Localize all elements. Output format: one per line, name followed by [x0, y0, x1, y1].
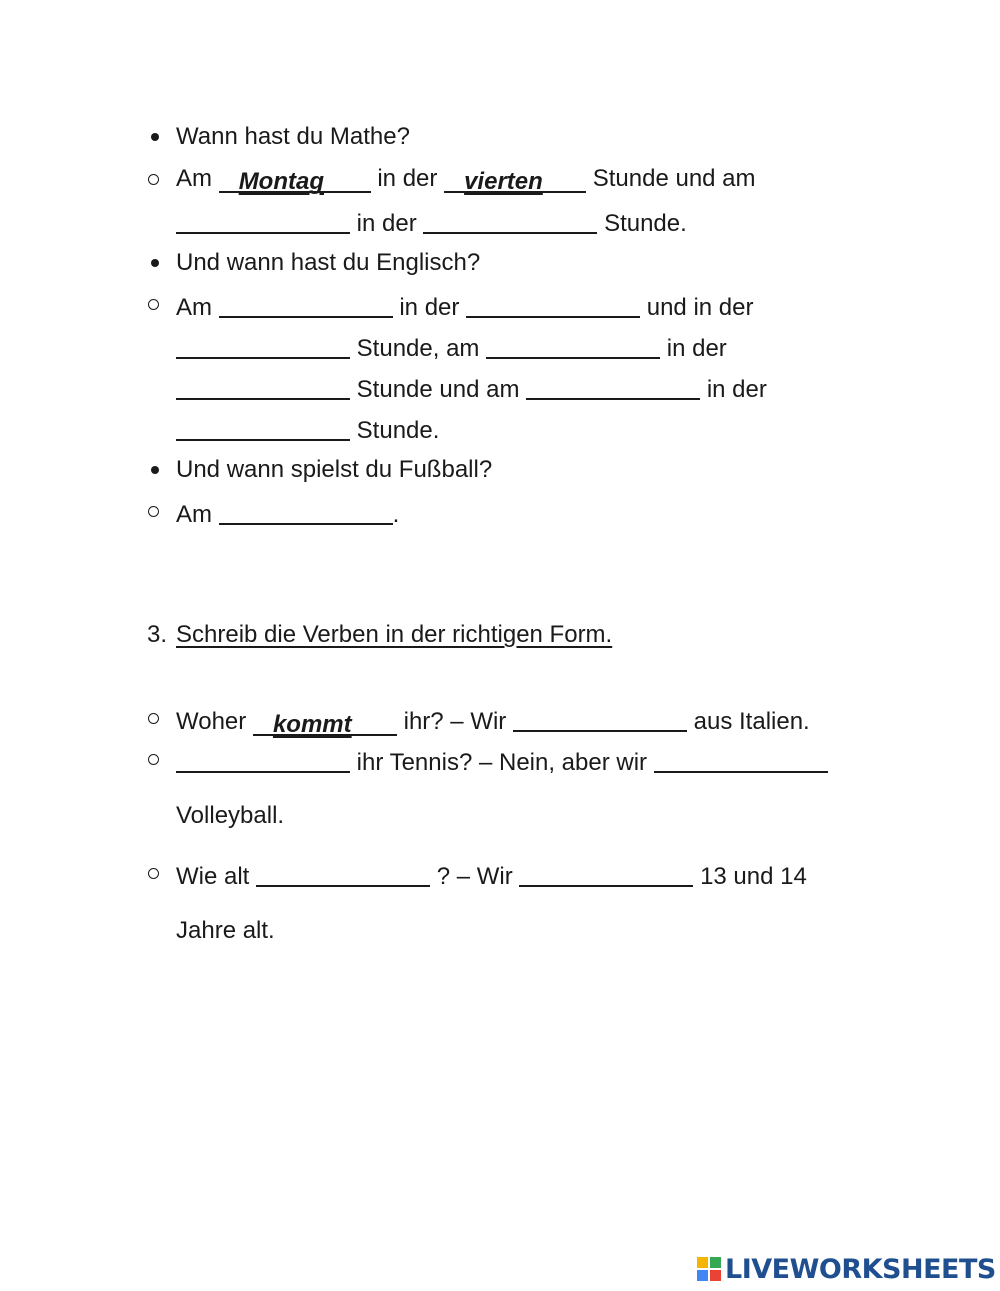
- bullet-dot-icon: [151, 133, 159, 141]
- logo-block: [697, 1257, 708, 1268]
- answer-field-day[interactable]: [219, 167, 371, 193]
- bullet-dot-icon: [151, 466, 159, 474]
- logo-block: [697, 1270, 708, 1281]
- label-text: Am: [176, 501, 212, 528]
- sentence-wie-alt-cont: Jahre alt.: [176, 917, 275, 944]
- blank-input[interactable]: [654, 747, 828, 773]
- label-text: in der: [399, 294, 460, 321]
- logo-text: LIVEWORKSHEETS: [725, 1253, 996, 1285]
- label-text: Stunde und am: [356, 376, 520, 403]
- answer-englisch-line-4: [176, 412, 439, 446]
- circle-bullet-icon: [148, 506, 159, 517]
- label-text: Stunde.: [356, 417, 440, 444]
- answer-mathe-line-1: [176, 164, 756, 194]
- label-text: 13 und 14: [700, 863, 807, 890]
- blank-input[interactable]: [176, 415, 350, 441]
- label-text: .: [392, 501, 400, 528]
- logo-block: [710, 1257, 721, 1268]
- blank-input[interactable]: [176, 747, 350, 773]
- sentence-woher: [176, 703, 810, 737]
- section-title: Schreib die Verben in der richtigen Form.: [176, 621, 613, 648]
- label-text: Stunde, am: [356, 335, 480, 362]
- answer-field-verb[interactable]: [253, 710, 397, 736]
- sentence-tennis-cont: Volleyball.: [176, 802, 285, 829]
- blank-input[interactable]: [513, 706, 687, 732]
- answer-day-value: Montag: [238, 168, 324, 195]
- circle-bullet-icon: [148, 713, 159, 724]
- blank-input[interactable]: [526, 374, 700, 400]
- label-text: in der: [706, 376, 767, 403]
- label-text: Stunde.: [604, 210, 687, 237]
- liveworksheets-logo: [697, 1254, 996, 1284]
- circle-bullet-icon: [148, 868, 159, 879]
- label-text: aus Italien.: [693, 708, 810, 735]
- answer-englisch-line-3: [176, 371, 767, 405]
- circle-bullet-icon: [148, 174, 159, 185]
- label-text: ihr Tennis? – Nein, aber wir: [356, 749, 648, 776]
- bullet-dot-icon: [151, 259, 159, 267]
- label-text: Stunde und am: [592, 165, 756, 192]
- blank-input[interactable]: [466, 292, 640, 318]
- blank-input[interactable]: [176, 374, 350, 400]
- question-englisch: Und wann hast du Englisch?: [176, 249, 481, 276]
- question-fussball: Und wann spielst du Fußball?: [176, 456, 493, 483]
- label-text: Wie alt: [176, 863, 250, 890]
- label-text: in der: [377, 165, 438, 192]
- blank-input[interactable]: [256, 861, 430, 887]
- label-text: in der: [666, 335, 727, 362]
- label-text: und in der: [646, 294, 754, 321]
- label-text: Woher: [176, 708, 247, 735]
- label-text: ? – Wir: [436, 863, 513, 890]
- label-text: Am: [176, 165, 212, 192]
- blank-input[interactable]: [219, 292, 393, 318]
- blank-input[interactable]: [176, 333, 350, 359]
- blank-input[interactable]: [423, 208, 597, 234]
- answer-fussball: [176, 496, 399, 530]
- answer-mathe-line-2: [176, 205, 687, 239]
- answer-englisch-line-1: [176, 289, 753, 323]
- blank-input[interactable]: [219, 499, 393, 525]
- answer-englisch-line-2: [176, 330, 727, 364]
- circle-bullet-icon: [148, 754, 159, 765]
- answer-verb-value: kommt: [272, 711, 352, 738]
- section-number: 3.: [147, 621, 168, 648]
- sentence-wie-alt: [176, 858, 807, 892]
- answer-hour-value: vierten: [464, 168, 543, 195]
- label-text: Am: [176, 294, 212, 321]
- label-text: ihr? – Wir: [403, 708, 507, 735]
- label-text: in der: [356, 210, 417, 237]
- logo-blocks-icon: [697, 1257, 721, 1281]
- blank-input[interactable]: [486, 333, 660, 359]
- logo-block: [710, 1270, 721, 1281]
- circle-bullet-icon: [148, 299, 159, 310]
- blank-input[interactable]: [176, 208, 350, 234]
- question-mathe: Wann hast du Mathe?: [176, 123, 410, 150]
- sentence-tennis: [176, 744, 828, 778]
- answer-field-hour[interactable]: [444, 167, 586, 193]
- blank-input[interactable]: [519, 861, 693, 887]
